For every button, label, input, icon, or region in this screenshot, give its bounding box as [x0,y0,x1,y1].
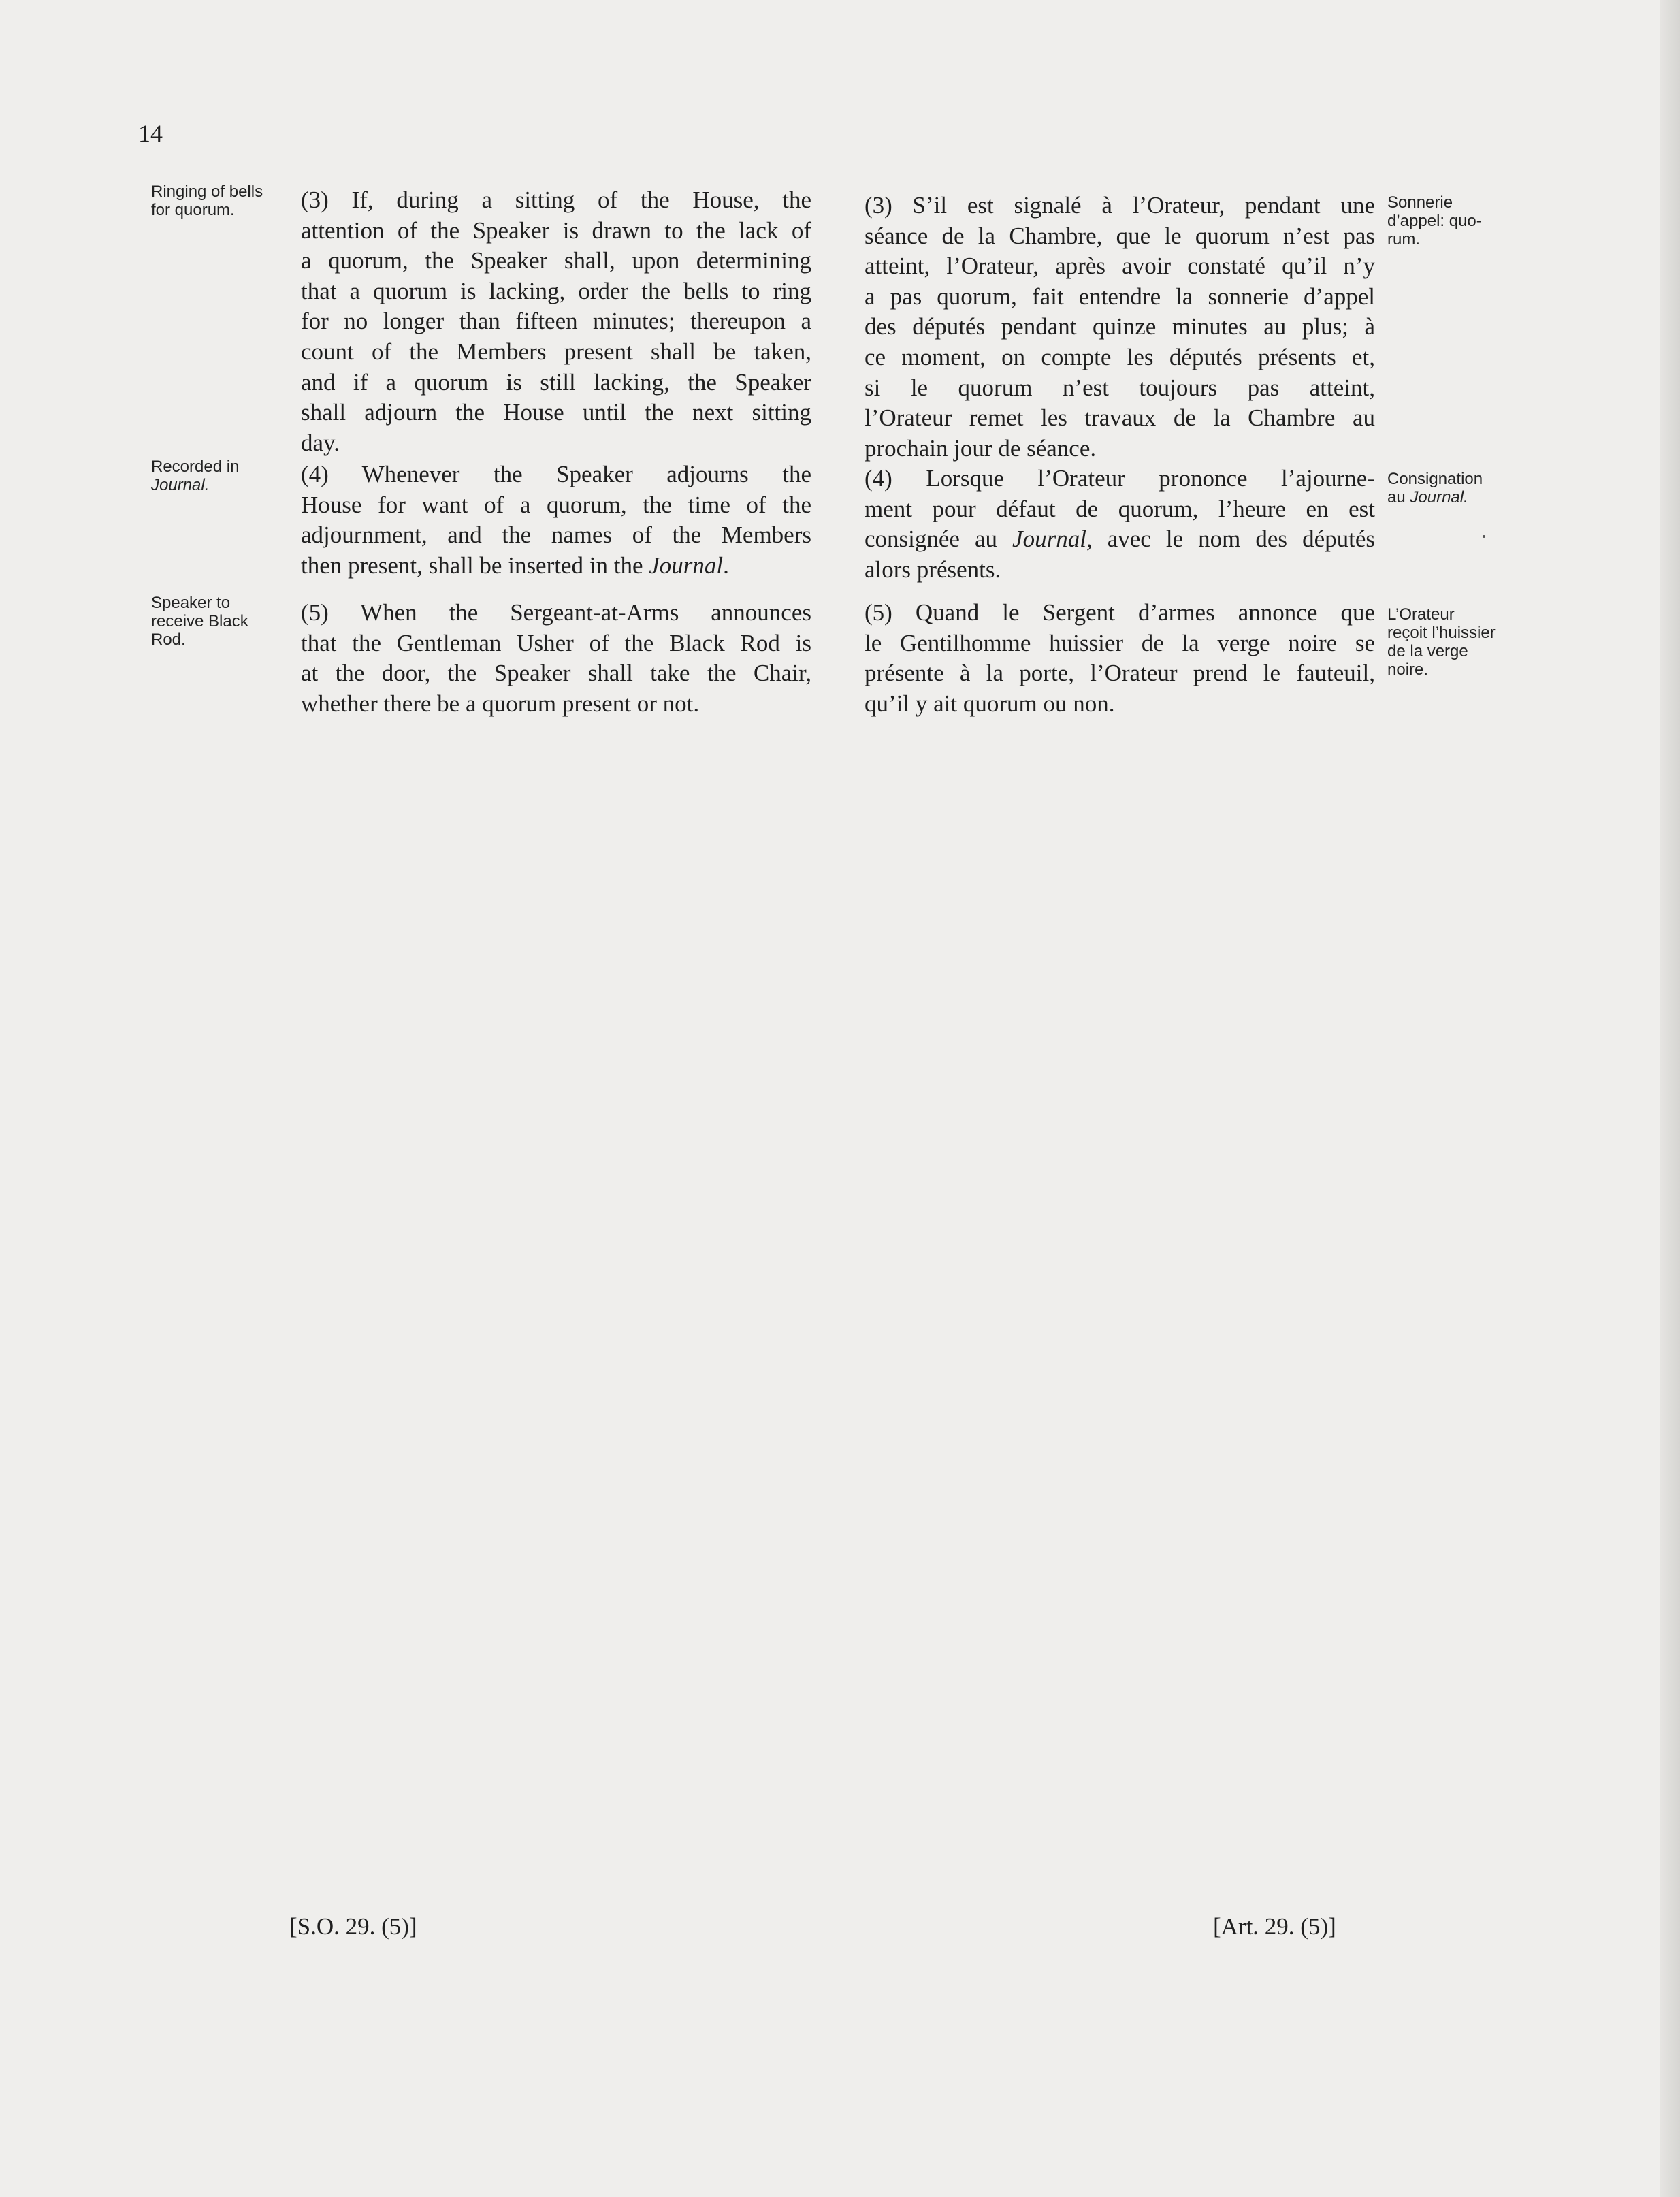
text-line: présente à la porte, l’Orateur prend le fauteuil, [865,660,1375,687]
standing-order-reference-en: [S.O. 29. (5)] [289,1913,417,1940]
text-line: consignée au Journal, avec le nom des députés [865,526,1375,553]
margin-note-recorded-in-journal [151,458,291,494]
margin-note-line: L’Orateur [1387,605,1455,624]
text-line: and if a quorum is still lacking, the Speaker [301,368,811,396]
text-line: si le quorum n’est toujours pas atteint, [865,374,1375,401]
text-line: l’Orateur remet les travaux de la Chambre au [865,404,1375,432]
text-line: a pas quorum, fait entendre la sonnerie d’appel [865,283,1375,310]
margin-note-line: Ringing of bells [151,182,263,201]
margin-note-line: reçoit l’huissier [1387,624,1496,642]
text-line: (3) S’il est signalé à l’Orateur, pendant une [865,192,1375,219]
text-line: that the Gentleman Usher of the Black Rod is [301,629,811,656]
text-line: for no longer than fifteen minutes; thereupon a [301,308,811,335]
margin-note-line: rum. [1387,230,1420,248]
margin-note-line: au Journal. [1387,488,1468,507]
text-line: a quorum, the Speaker shall, upon determining [301,247,811,274]
text-line: (5) When the Sergeant-at-Arms announces [301,599,811,626]
text-line: (4) Lorsque l’Orateur prononce l’ajourne- [865,465,1375,492]
text-line: House for want of a quorum, the time of the [301,491,811,518]
margin-note-line: Sonnerie [1387,193,1453,212]
margin-note-line: de la verge [1387,642,1468,660]
margin-note-ringing-of-bells [151,182,291,219]
margin-note-line: Consignation [1387,470,1483,488]
text-line: ce moment, on compte les députés présents et, [865,343,1375,370]
standing-order-reference-fr: [Art. 29. (5)] [1213,1913,1336,1940]
text-line: prochain jour de séance. [865,434,1097,462]
text-line: atteint, l’Orateur, après avoir constaté qu’il n’y [865,253,1375,280]
text-line: whether there be a quorum present or not. [301,690,700,717]
margin-note-line: Rod. [151,630,186,649]
text-line: (3) If, during a sitting of the House, the [301,187,811,213]
paragraph-fr-4 [865,464,1375,585]
paragraph-en-4 [301,460,811,581]
text-line: at the door, the Speaker shall take the Chair, [301,660,811,687]
text-line: séance de la Chambre, que le quorum n’est pas [865,222,1375,249]
text-line: shall adjourn the House until the next sitting [301,399,811,426]
page-number: 14 [138,120,163,147]
text-line: then present, shall be inserted in the Journal. [301,551,729,579]
margin-note-line: Recorded in [151,458,240,476]
text-line: count of the Members present shall be taken, [301,338,811,365]
text-line: adjournment, and the names of the Members [301,522,811,549]
paragraph-fr-3 [865,191,1375,464]
margin-note-speaker-black-rod [151,594,291,649]
text-line: day. [301,429,340,456]
paragraph-en-3 [301,185,811,458]
text-line: that a quorum is lacking, order the bells to ring [301,277,811,304]
margin-note-line: Speaker to [151,594,231,612]
page-edge [1660,0,1680,2197]
paragraph-en-5 [301,598,811,719]
margin-note-line: noire. [1387,660,1429,679]
stray-mark [1483,535,1485,538]
text-line: (5) Quand le Sergent d’armes annonce que [865,599,1375,626]
margin-note-line: receive Black [151,612,248,630]
margin-note-line: for quorum. [151,201,235,219]
margin-note-line: Journal. [151,476,210,494]
margin-note-line: d’appel: quo- [1387,212,1482,230]
text-line: le Gentilhomme huissier de la verge noire se [865,629,1375,656]
text-line: alors présents. [865,556,1001,583]
paragraph-fr-5 [865,598,1375,719]
margin-note-sonnerie [1387,193,1517,248]
text-line: qu’il y ait quorum ou non. [865,690,1115,717]
text-line: attention of the Speaker is drawn to the lack of [301,217,811,244]
margin-note-orateur-huissier [1387,605,1517,679]
text-line: (4) Whenever the Speaker adjourns the [301,461,811,487]
margin-note-consignation [1387,470,1517,507]
text-line: des députés pendant quinze minutes au plus; à [865,313,1375,340]
text-line: ment pour défaut de quorum, l’heure en est [865,495,1375,522]
